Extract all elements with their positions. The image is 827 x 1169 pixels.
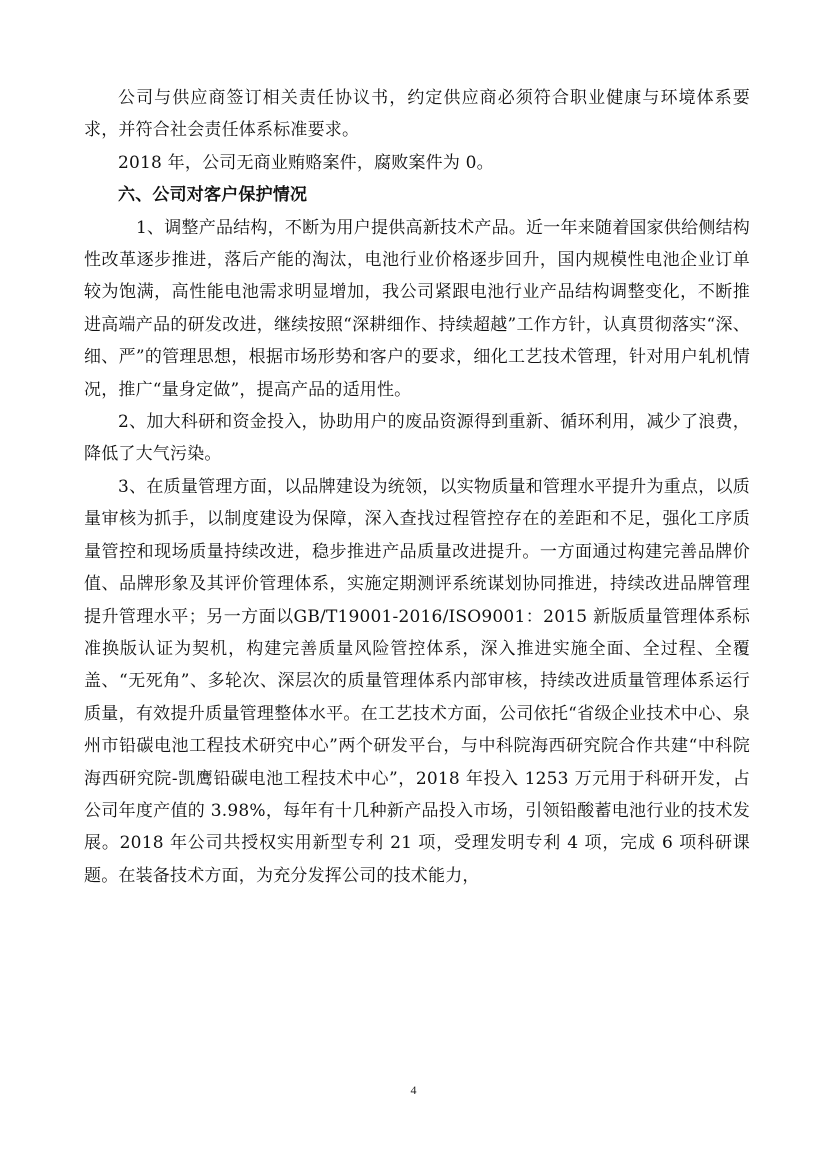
paragraph-quality-management: 3、在质量管理方面，以品牌建设为统领，以实物质量和管理水平提升为重点，以质量审核为抓手，以制度建设为保障，深入查找过程管控存在的差距和不足，强化工序质量管控和现场质量持续改进，稳步推进产品质量改进提升。一方面通过构建完善品牌价值、品牌形象及其评价管理体系，实施定期测评系统谋划协同推进，持续改进品牌管理提升管理水平；另一方面以GB/T19001-2016/ISO9001：2015 新版质量管理体系标准换版认证为契机，构建完善质量风险管控体系，深入推进实施全面、全过程、全覆盖、“无死角”、多轮次、深层次的质量管理体系内部审核，持续改进质量管理体系运行质量，有效提升质量管理整体水平。在工艺技术方面，公司依托“省级企业技术中心、泉州市铅碳电池工程技术研究中心”两个研发平台，与中科院海西研究院合作共建“中科院海西研究院-凯鹰铅碳电池工程技术中心”，2018 年投入 1253 万元用于科研开发，占公司年度产值的 3.98%，每年有十几种新产品投入市场，引领铅酸蓄电池行业的技术发展。2018 年公司共授权实用新型专利 21 项，受理发明专利 4 项，完成 6 项科研课题。在装备技术方面，为充分发挥公司的技术能力，	[84, 476, 750, 886]
document-body	[84, 82, 750, 892]
paragraph-product-structure: 1、调整产品结构，不断为用户提供高新技术产品。近一年来随着国家供给侧结构性改革逐步推进，落后产能的淘汰，电池行业价格逐步回升，国内规模性电池企业订单较为饱满，高性能电池需求明显增加，我公司紧跟电池行业产品结构调整变化，不断推进高端产品的研发改进，继续按照“深耕细作、持续超越”工作方针，认真贯彻落实“深、细、严”的管理思想，根据市场形势和客户的要求，细化工艺技术管理，针对用户轧机情况，推广“量身定做”，提高产品的适用性。	[84, 217, 750, 400]
paragraph-bribery-cases: 2018 年，公司无商业贿赂案件，腐败案件为 0。	[118, 152, 494, 173]
paragraph-research-investment: 2、加大科研和资金投入，协助用户的废品资源得到重新、循环利用，减少了浪费，降低了大气污染。	[84, 412, 750, 465]
section-heading: 六、公司对客户保护情况	[118, 185, 308, 206]
page-number: 4	[410, 1083, 417, 1097]
paragraph-supplier-agreement: 公司与供应商签订相关责任协议书，约定供应商必须符合职业健康与环境体系要求，并符合社会责任体系标准要求。	[84, 88, 750, 141]
